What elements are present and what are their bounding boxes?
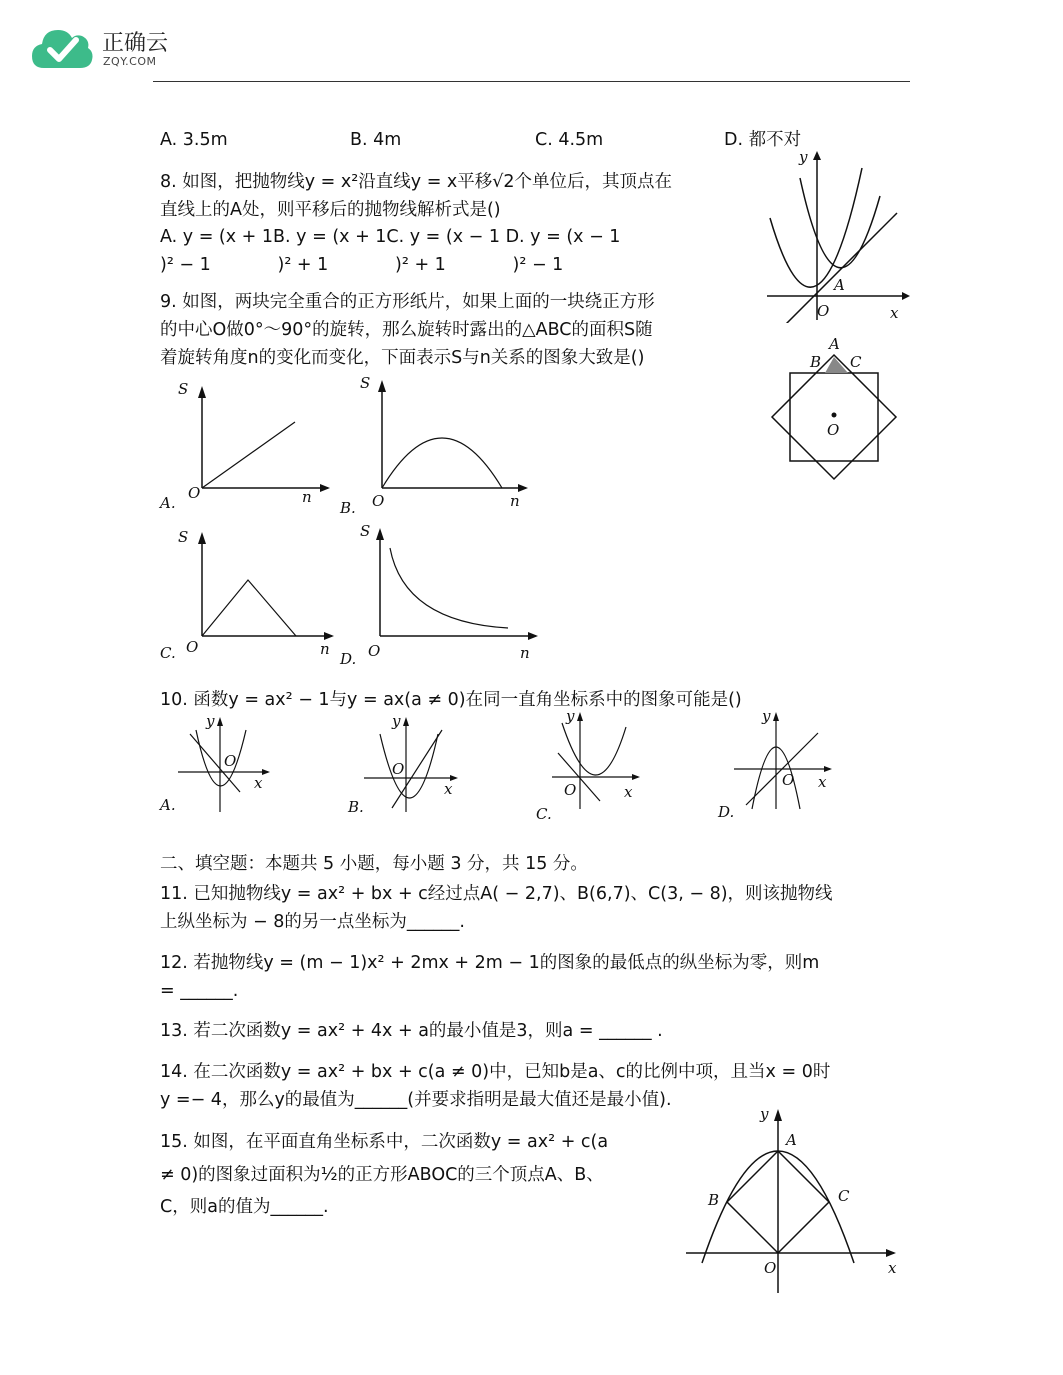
q9-graph-c-n-label: n [320,640,330,658]
q10-graph-d [716,705,846,825]
q9-fig-label-c: C [850,353,862,371]
q7-option-c: C. 4.5m [535,130,604,150]
q10-graph-a [158,712,278,822]
q9-graph-c-origin: O [186,638,199,656]
q9-graph-b [338,368,538,518]
q9-squares-figure [770,335,905,485]
q15-fig-label-b: B [708,1191,720,1209]
header-divider [153,81,910,82]
brand-domain: ZQY.COM [103,55,157,68]
q10-graph-a-choice: A. [160,796,176,814]
q10-graph-d-origin: O [782,771,795,789]
q10-graph-b-x: x [444,780,453,798]
q7-option-d: D. 都不对 [724,130,802,150]
q10-graph-d-y: y [762,707,771,725]
q8-fig-x-label: x [890,304,899,322]
q8-line1: 8. 如图，把抛物线y = x²沿直线y = x平移√2个单位后，其顶点在 [160,172,673,192]
q8-line2: 直线上的A处，则平移后的抛物线解析式是() [160,200,501,220]
q9-fig-label-o: O [827,421,840,439]
q9-graph-a-choice: A. [160,494,176,512]
q13-line1: 13. 若二次函数y = ax² + 4x + a的最小值是3，则a = ______ . [160,1021,663,1041]
q8-fig-vertex-label: A [834,276,845,294]
q9-graph-d-s-label: S [360,522,371,540]
q8-options-row2: )² − 1 )² + 1 )² + 1 )² − 1 [160,255,564,275]
q12-line2: = ______. [160,981,239,1001]
q9-graph-b-s-label: S [360,374,371,392]
cloud-check-icon [30,22,96,72]
q9-graph-d-choice: D. [340,650,357,668]
q15-fig-label-a: A [786,1131,797,1149]
q11-line2: 上纵坐标为 − 8的另一点坐标为______. [160,912,465,932]
q15-line2: ≠ 0)的图象过面积为½的正方形ABOC的三个顶点A、B、 [160,1165,604,1185]
q9-line3: 着旋转角度n的变化而变化，下面表示S与n关系的图象大致是() [160,348,645,368]
q9-graph-d-n-label: n [520,644,530,662]
q9-graph-b-choice: B. [340,499,356,517]
q9-graph-c-choice: C. [160,644,176,662]
q15-parabola-square-figure [680,1105,910,1295]
q14-line1: 14. 在二次函数y = ax² + bx + c(a ≠ 0)中，已知b是a、c的比例中项，且当x = 0时 [160,1062,831,1082]
q8-fig-y-label: y [799,148,808,166]
q15-fig-origin-label: O [764,1259,777,1277]
q9-fig-label-a: A [829,335,840,353]
q15-line3: C，则a的值为______. [160,1197,329,1217]
q9-graph-a-s-label: S [178,380,189,398]
brand-name: 正确云 [102,31,169,56]
q12-line1: 12. 若抛物线y = (m − 1)x² + 2mx + 2m − 1的图象的最低点的纵坐标为零，则m [160,953,820,973]
q9-graph-d-origin: O [368,642,381,660]
q15-fig-x-label: x [888,1259,897,1277]
q10-graph-c-choice: C. [536,805,552,823]
q14-line2: y =− 4，那么y的最值为______(并要求指明是最大值还是最小值). [160,1090,672,1110]
q8-fig-origin-label: O [817,302,830,320]
q9-graph-b-n-label: n [510,492,520,510]
q10-graph-c-y: y [566,707,575,725]
q9-graph-d [338,518,548,668]
q10-graph-c-origin: O [564,781,577,799]
q8-options-row1: A. y = (x + 1B. y = (x + 1C. y = (x − 1 D. y = (x − 1 [160,227,621,247]
q15-fig-y-label: y [760,1105,769,1123]
q15-fig-label-c: C [838,1187,850,1205]
q9-graph-a-origin: O [188,484,201,502]
q9-graph-a [158,372,338,512]
q10-graph-a-y: y [206,712,215,730]
q9-line1: 9. 如图，两块完全重合的正方形纸片，如果上面的一块绕正方形 [160,292,655,312]
q7-option-a: A. 3.5m [160,130,228,150]
q7-option-b: B. 4m [350,130,402,150]
q10-graph-b-y: y [392,712,401,730]
q10-graph-a-x: x [254,774,263,792]
q10-graph-b-choice: B. [348,798,364,816]
q9-graph-b-origin: O [372,492,385,510]
q15-line1: 15. 如图，在平面直角坐标系中，二次函数y = ax² + c(a [160,1132,609,1152]
q9-graph-a-n-label: n [302,488,312,506]
q10-graph-a-origin: O [224,752,237,770]
q11-line1: 11. 已知抛物线y = ax² + bx + c经过点A( − 2,7)、B(6,7)、C(3, − 8)，则该抛物线 [160,884,833,904]
q10-line1: 10. 函数y = ax² − 1与y = ax(a ≠ 0)在同一直角坐标系中的图象可能是() [160,690,742,710]
q10-graph-b [346,712,466,822]
section2-title: 二、填空题：本题共 5 小题，每小题 3 分，共 15 分。 [160,854,588,874]
logo [30,22,180,74]
q10-graph-c-x: x [624,783,633,801]
q8-parabola-figure [762,148,912,323]
q9-fig-label-b: B [810,353,822,371]
q10-graph-d-x: x [818,773,827,791]
q10-graph-b-origin: O [392,760,405,778]
q9-graph-c [158,520,338,665]
q10-graph-c [534,705,654,825]
q10-graph-d-choice: D. [718,803,735,821]
q9-graph-c-s-label: S [178,528,189,546]
q9-line2: 的中心O做0°～90°的旋转，那么旋转时露出的△ABC的面积S随 [160,320,653,340]
